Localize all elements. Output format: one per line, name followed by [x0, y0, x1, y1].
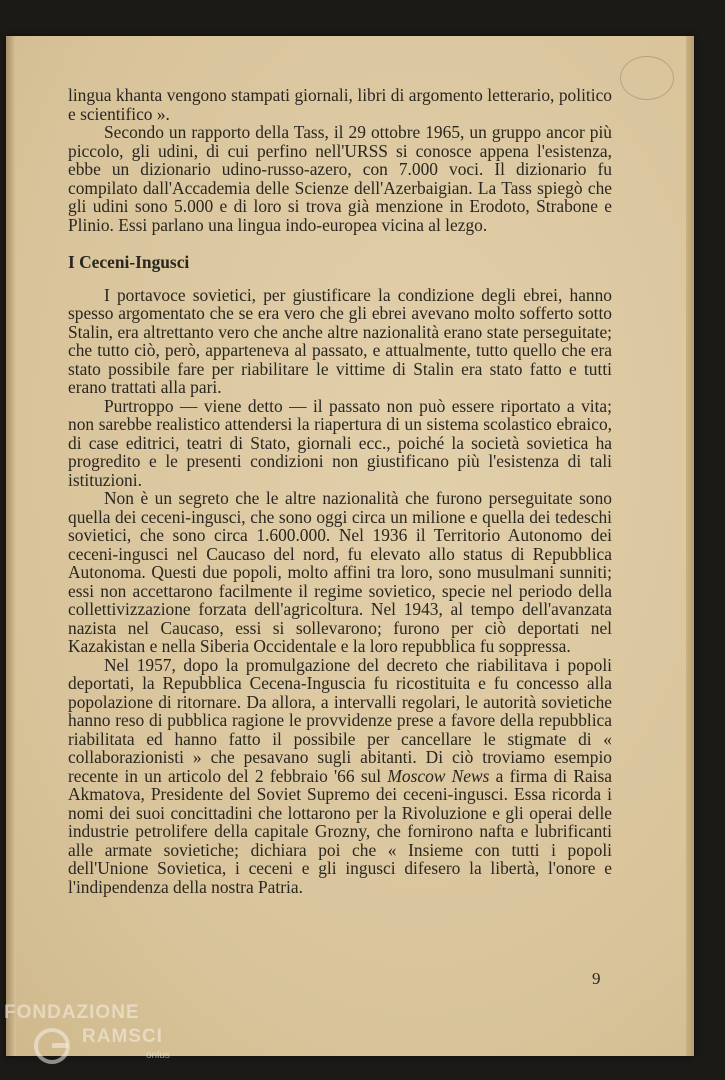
paragraph-portavoce: I portavoce sovietici, per giustificare la condizione degli ebrei, hanno spesso argomentato che se era vero che gli ebrei avevano molto sofferto sotto Stalin, era altrettanto vero che anche altre nazionalità erano state perseguitate; che tutto ciò, però, apparteneva al passato, e attualmente, tutto quello che era stato possibile fare per riabilitare le vittime di Stalin era stato fatto e tutti erano trattati alla pari.: [68, 284, 612, 397]
paragraph-segreto: Non è un segreto che le altre nazionalità che furono perseguitate sono quella dei ceceni-ingusci, che sono oggi circa un milione e quella dei tedeschi sovietici, che sono circa 1.600.000. Nel 1936 il Territorio Autonomo dei ceceni-ingusci nel Caucaso del nord, fu elevato allo status di Repubblica Autonoma. Questi due popoli, molto affini tra loro, sono musulmani sunniti; essi non accettarono facilmente il regime sovietico, specie nel periodo della collettivizzazione forzata dell'agricoltura. Nel 1943, al tempo dell'avanzata nazista nel Caucaso, essi si sollevarono; furono per ciò deportati nel Kazakistan e nella Siberia Occidentale e la loro repubblica fu soppressa.: [68, 488, 612, 656]
newspaper-title: Moscow News: [387, 765, 490, 786]
paragraph-tass-report: Secondo un rapporto della Tass, il 29 ottobre 1965, un gruppo ancor più piccolo, gli udini, di cui perfino nell'URSS si conosce appena l'esistenza, ebbe un dizionario udino-russo-azero, con 7.000 voci. Il dizionario fu compilato dall'Accademia delle Scienze dell'Azerbaigian. La Tass spiegò che gli udini sono 5.000 e di loro si trova già menzione in Erodoto, Strabone e Plinio. Essi parlano una lingua indo-europea vicina al lezgo.: [68, 122, 612, 235]
pencil-circle-mark: [620, 56, 674, 100]
page-fold-shadow: [6, 36, 16, 1056]
book-page: [6, 36, 694, 1056]
page-edge: [686, 36, 694, 1056]
paragraph-1957: [68, 656, 612, 897]
watermark-line2: RAMSCI: [82, 1026, 163, 1047]
body-text: [68, 86, 612, 896]
paragraph-continued: lingua khanta vengono stampati giornali, libri di argomento letterario, politico e scientifico ».: [68, 85, 612, 124]
paragraph-1957-text-b: a firma di Raisa Akmatova, Presidente del Soviet Supremo dei ceceni-ingusci. Essa ricorda i nomi dei suoi concittadini che lottarono per la Rivoluzione e gli operai delle industrie petrolifere della capitale Grozny, che fornirono nafta e lubrificanti alle armate sovietiche; dichiara poi che « Insieme con tutti i popoli dell'Unione Sovietica, i ceceni e gli ingusci difesero la libertà, l'onore e l'indipendenza della nostra Patria.: [68, 765, 613, 897]
watermark: [4, 998, 204, 1068]
paragraph-1957-text-a: Nel 1957, dopo la promulgazione del decreto che riabilitava i popoli deportati, la Repubblica Cecena-Inguscia fu ricostituita e fu concesso alla popolazione di ritornare. Da allora, a intervalli regolari, le autorità sovietiche hanno reso di pubblica ragione le provvidenze prese a favore della repubblica riabilitata ed hanno fatto il possibile per cancellare le stigmate di « collaborazionisti » che pesavano sugli abitanti. Di ciò troviamo esempio recente in un articolo del 2 febbraio '66 sul: [68, 654, 612, 786]
paragraph-purtroppo: Purtroppo — viene detto — il passato non può essere riportato a vita; non sarebbe realistico attendersi la riapertura di un sistema scolastico ebraico, di case editrici, teatri di Stato, giornali ecc., poiché la società sovietica ha progredito e le presenti condizioni non giustificano più l'esistenza di tali istituzioni.: [68, 395, 612, 490]
watermark-suffix: onlus: [146, 1050, 170, 1061]
section-heading: I Ceceni-Ingusci: [68, 252, 190, 272]
page-number: 9: [592, 969, 601, 988]
watermark-line1: FONDAZIONE: [4, 1002, 140, 1023]
watermark-g-logo-icon: [32, 1026, 72, 1066]
